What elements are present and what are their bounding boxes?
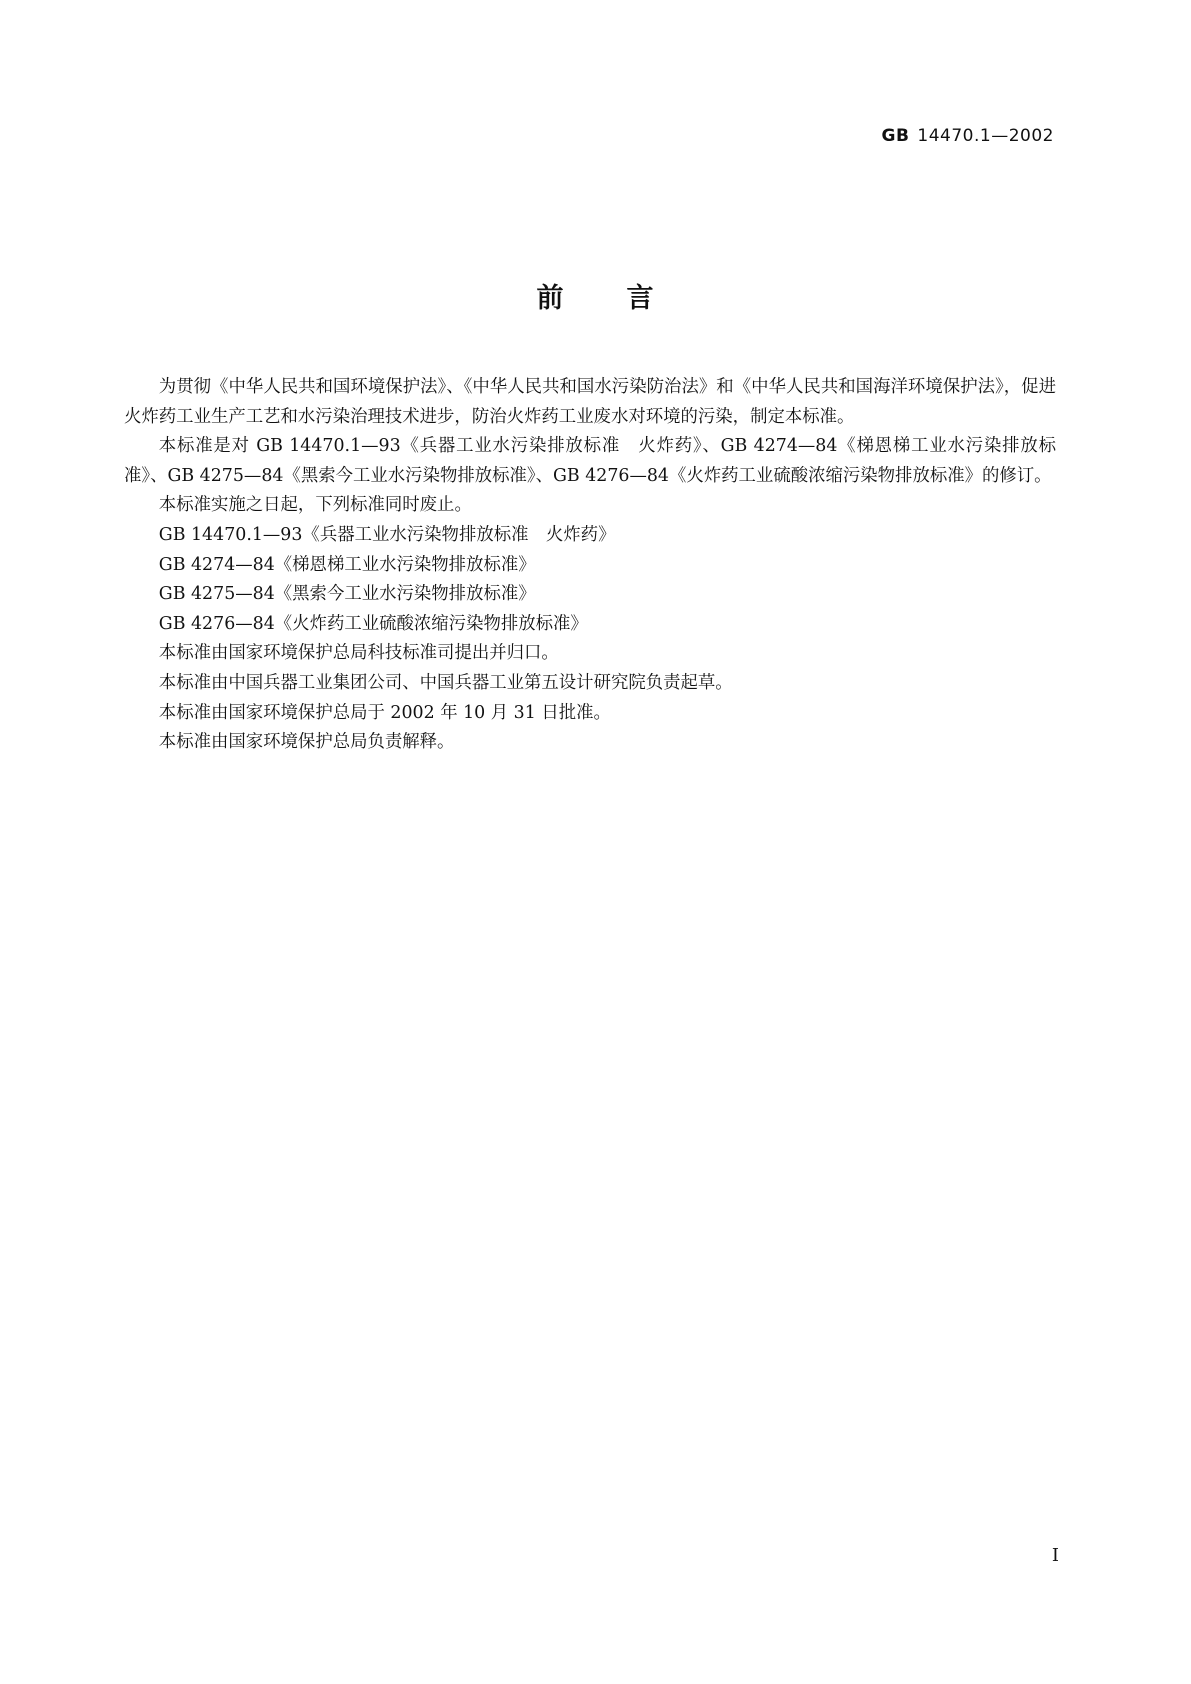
abolished-standard-item: GB 14470.1—93《兵器工业水污染物排放标准 火炸药》 [158, 524, 616, 545]
abolished-standard-item: GB 4274—84《梯恩梯工业水污染物排放标准》 [158, 554, 536, 575]
page-title-char-1: 前 [536, 283, 565, 314]
paragraph-proposer: 本标准由国家环境保护总局科技标准司提出并归口。 [158, 643, 559, 664]
paragraph-revision: 本标准是对 GB 14470.1—93《兵器工业水污染排放标准 火炸药》、GB 4274—84《梯恩梯工业水污染排放标准》、GB 4275—84《黑索今工业水污染物排放标准》、GB 4276—84《火炸药工业硫酸浓缩污染物排放标准》的修订。 [124, 436, 1056, 486]
document-code-number: 14470.1—2002 [917, 126, 1054, 146]
paragraph-purpose: 为贯彻《中华人民共和国环境保护法》、《中华人民共和国水污染防治法》和《中华人民共和国海洋环境保护法》，促进火炸药工业生产工艺和水污染治理技术进步，防治火炸药工业废水对环境的污染，制定本标准。 [124, 377, 1056, 427]
document-code-prefix: GB [881, 126, 910, 146]
document-code [882, 126, 1055, 146]
page-title [0, 276, 1191, 315]
abolished-standard-item: GB 4275—84《黑索今工业水污染物排放标准》 [158, 584, 536, 605]
paragraph-approval: 本标准由国家环境保护总局于 2002 年 10 月 31 日批准。 [158, 702, 611, 723]
page-title-char-2: 言 [626, 283, 655, 314]
paragraph-interpretation: 本标准由国家环境保护总局负责解释。 [158, 732, 455, 753]
page-number: I [1051, 1545, 1059, 1566]
abolished-standard-item: GB 4276—84《火炸药工业硫酸浓缩污染物排放标准》 [158, 613, 588, 634]
foreword-body [124, 373, 1056, 758]
paragraph-abolition: 本标准实施之日起，下列标准同时废止。 [158, 495, 472, 516]
paragraph-drafter: 本标准由中国兵器工业集团公司、中国兵器工业第五设计研究院负责起草。 [158, 672, 733, 693]
